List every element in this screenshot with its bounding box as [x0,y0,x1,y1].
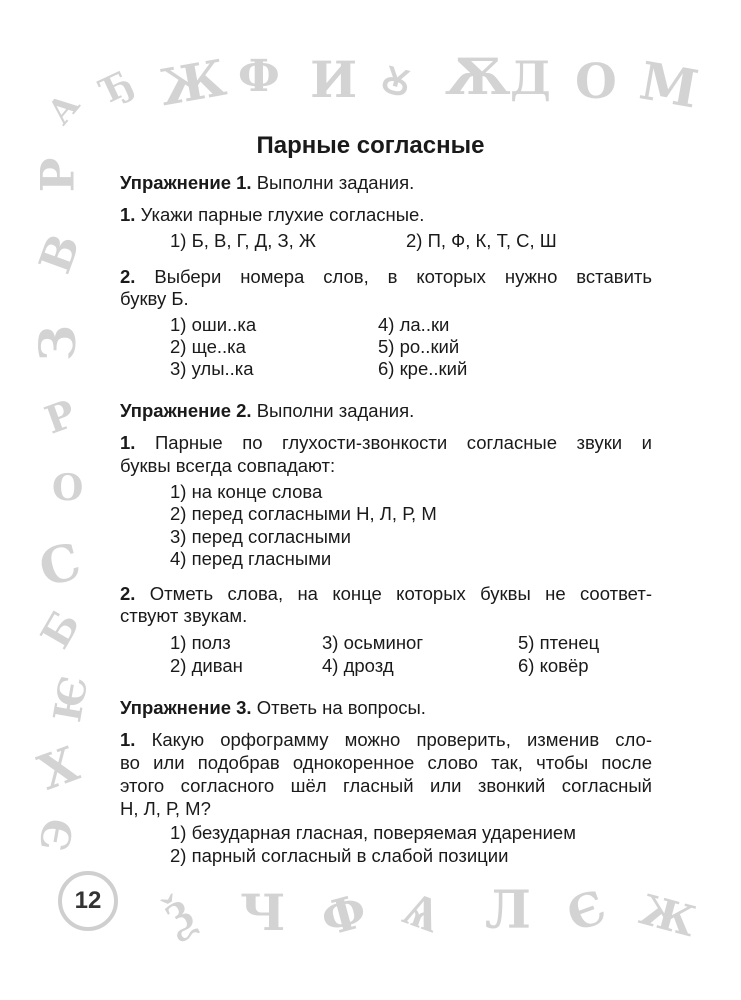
ex2-q2-text-line-1 [120,583,652,605]
ex2-q1-text-line-2: буквы всегда совпадают: [120,455,336,476]
ex3-q1-option-2: 2) парный согласный в слабой позиции [170,845,509,866]
ex3-q1-text-line-3: этого согласного шёл гласный или звонкий согласный [120,775,652,796]
ex1-q2-option-6: 6) кре..кий [378,358,468,379]
ex1-q1-option-2: 2) П, Ф, К, Т, С, Ш [406,230,557,251]
decor-letter-left-4: Р [38,390,82,443]
ex1-q2-option-5: 5) ро..кий [378,336,460,357]
ex2-q2-option-1: 1) полз [170,632,231,653]
ex2-q2-text-line-2: ствуют звукам. [120,605,248,626]
page-number: 12 [58,871,118,931]
ex3-q1-text-line-4: Н, Л, Р, М? [120,798,211,819]
ex3-q1-text-line-2: во или подобрав однокоренное слово так, чтобы после [120,752,652,773]
ex1-q1-number: 1. [120,204,136,225]
decor-letter-top-8: Д [510,51,551,105]
decor-letter-top-9: О [575,54,617,110]
decor-letter-bottom-4: Ѧ [396,879,449,945]
ex2-q2-option-5: 5) птенец [518,632,600,653]
decor-letter-top-2: Ђ [94,62,140,112]
ex3-q1-option-1: 1) безударная гласная, поверяемая ударением [170,822,576,843]
decor-letter-top-4: Ф [238,51,280,102]
decor-letter-bottom-2: Ч [240,883,286,942]
exercise-2-label: Упражнение 2. [120,400,252,421]
ex2-q2-option-3: 3) осьминог [322,632,424,653]
ex1-q1-option-1: 1) Б, В, Г, Д, З, Ж [170,230,317,251]
ex2-q1-number: 1. [120,432,136,453]
decor-letter-left-3: З [28,324,88,362]
ex1-q2-text-line-2: букву Б. [120,288,189,309]
decor-letter-bottom-7: Ж [634,884,701,947]
ex3-q1-question: Какую орфограмму можно проверить, изменив сло- [151,729,653,750]
decor-letter-top-1: А [39,85,89,133]
decor-letter-bottom-3: Ф [315,883,372,947]
ex1-q1-question: Укажи парные глухие согласные. [140,204,425,225]
ex2-q2-option-2: 2) диван [170,655,243,676]
ex1-q2-question: Выбери номера слов, в которых нужно вставить [154,266,653,287]
decor-letter-left-5: О [52,467,84,509]
ex3-q1-number: 1. [120,729,136,750]
ex1-q2-option-1: 1) оши..ка [170,314,257,335]
ex1-q2-option-2: 2) ще..ка [170,336,246,357]
exercise-1-label: Упражнение 1. [120,172,252,193]
ex2-q1-option-4: 4) перед гласными [170,548,332,569]
exercise-3-label: Упражнение 3. [120,697,252,718]
exercise-1-header [120,172,414,194]
exercise-3-instruction: Ответь на вопросы. [256,697,426,718]
ex1-q2-number: 2. [120,266,136,287]
decor-letter-bottom-1: Ѯ [156,888,203,945]
ex1-q2-option-3: 3) улы..ка [170,358,254,379]
decor-letter-top-6: Ꙋ [377,58,415,106]
ex2-q2-option-6: 6) ковёр [518,655,589,676]
ex1-q1-text [120,204,424,226]
exercise-2-header [120,400,414,422]
decor-letter-bottom-6: Є [559,879,613,943]
decor-letter-left-9: Х [31,736,86,802]
decor-letter-left-7: Б [31,603,90,657]
decor-letter-top-5: И [310,50,358,109]
ex2-q1-text-line-1 [120,432,652,454]
decor-letter-left-8: Ѥ [44,672,97,726]
ex2-q2-option-4: 4) дрозд [322,655,394,676]
exercise-1-instruction: Выполни задания. [256,172,415,193]
ex2-q1-option-2: 2) перед согласными Н, Л, Р, М [170,503,437,524]
ex2-q1-option-3: 3) перед согласными [170,526,351,547]
decor-letter-left-10: Э [31,815,84,855]
decor-letter-top-3: Ж [155,47,231,118]
ex1-q2-text-line-1 [120,266,652,288]
decor-letter-left-2: В [29,227,91,281]
ex1-q2-option-4: 4) ла..ки [378,314,450,335]
decor-letter-bottom-5: Л [485,880,531,941]
ex2-q2-number: 2. [120,583,136,604]
ex2-q1-option-1: 1) на конце слова [170,481,323,502]
page-title: Парные согласные [256,132,485,159]
decor-letter-left-6: С [32,530,87,599]
decor-letter-top-7: Ѫ [445,47,511,106]
exercise-3-header [120,697,426,719]
decor-letter-left-1: Р [30,157,85,193]
exercise-2-instruction: Выполни задания. [256,400,415,421]
decor-letter-top-10: М [635,50,703,121]
ex2-q1-question: Парные по глухости-звонкости согласные звуки и [154,432,653,453]
ex3-q1-text-line-1 [120,729,652,751]
ex2-q2-question: Отметь слова, на конце которых буквы не соответ- [149,583,652,604]
